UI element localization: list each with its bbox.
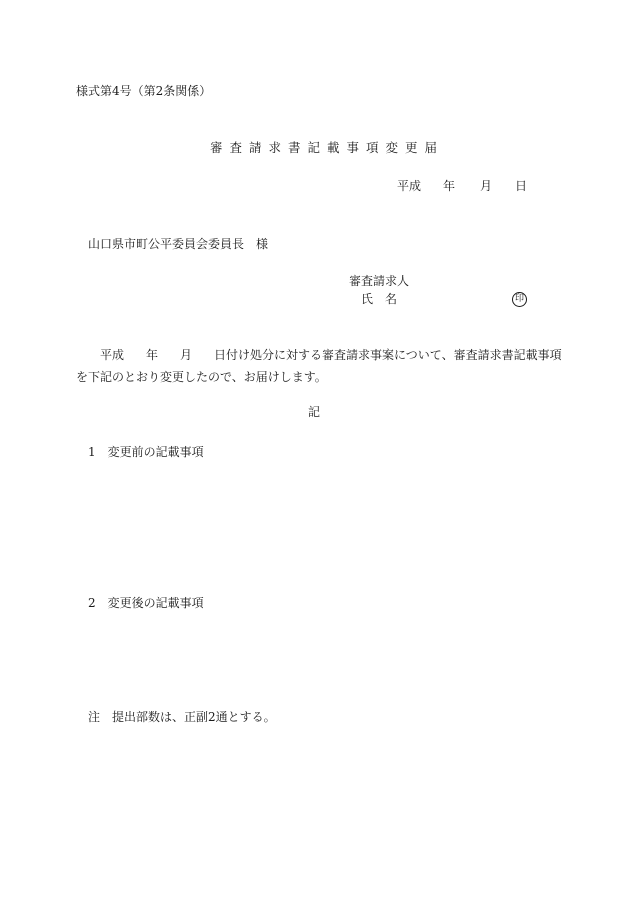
ki-heading: 記 xyxy=(308,405,321,419)
date-month: 月 xyxy=(480,179,493,193)
note-label: 注 xyxy=(88,710,101,724)
item-number: 1 xyxy=(88,445,96,459)
date-day: 日 xyxy=(515,179,528,193)
date-year: 年 xyxy=(443,179,456,193)
item-after xyxy=(88,597,204,609)
item-number: 2 xyxy=(88,596,96,610)
body-text: 日付け処分に対する審査請求事案について、審査請求書記載事項を下記のとおり変更したので、お届けします。 xyxy=(76,348,562,384)
form-number-label: 様式第4号（第2条関係） xyxy=(76,84,212,98)
seal-mark xyxy=(512,291,527,307)
item-label: 変更前の記載事項 xyxy=(107,445,204,459)
body-year: 年 xyxy=(146,348,159,362)
item-before xyxy=(88,446,204,458)
body-era: 平成 xyxy=(100,348,125,362)
addressee: 山口県市町公平委員会委員長 様 xyxy=(88,237,269,251)
item-label: 変更後の記載事項 xyxy=(107,596,204,610)
body-paragraph xyxy=(76,344,566,388)
date-era: 平成 xyxy=(397,179,422,193)
requester-name-label: 氏 名 xyxy=(361,292,398,306)
note-text: 提出部数は、正副2通とする。 xyxy=(112,710,276,724)
requester-role: 審査請求人 xyxy=(349,274,410,288)
note xyxy=(88,711,276,723)
document-title: 審査請求書記載事項変更届 xyxy=(210,140,445,155)
seal-icon: 印 xyxy=(512,292,527,307)
body-month: 月 xyxy=(180,348,193,362)
